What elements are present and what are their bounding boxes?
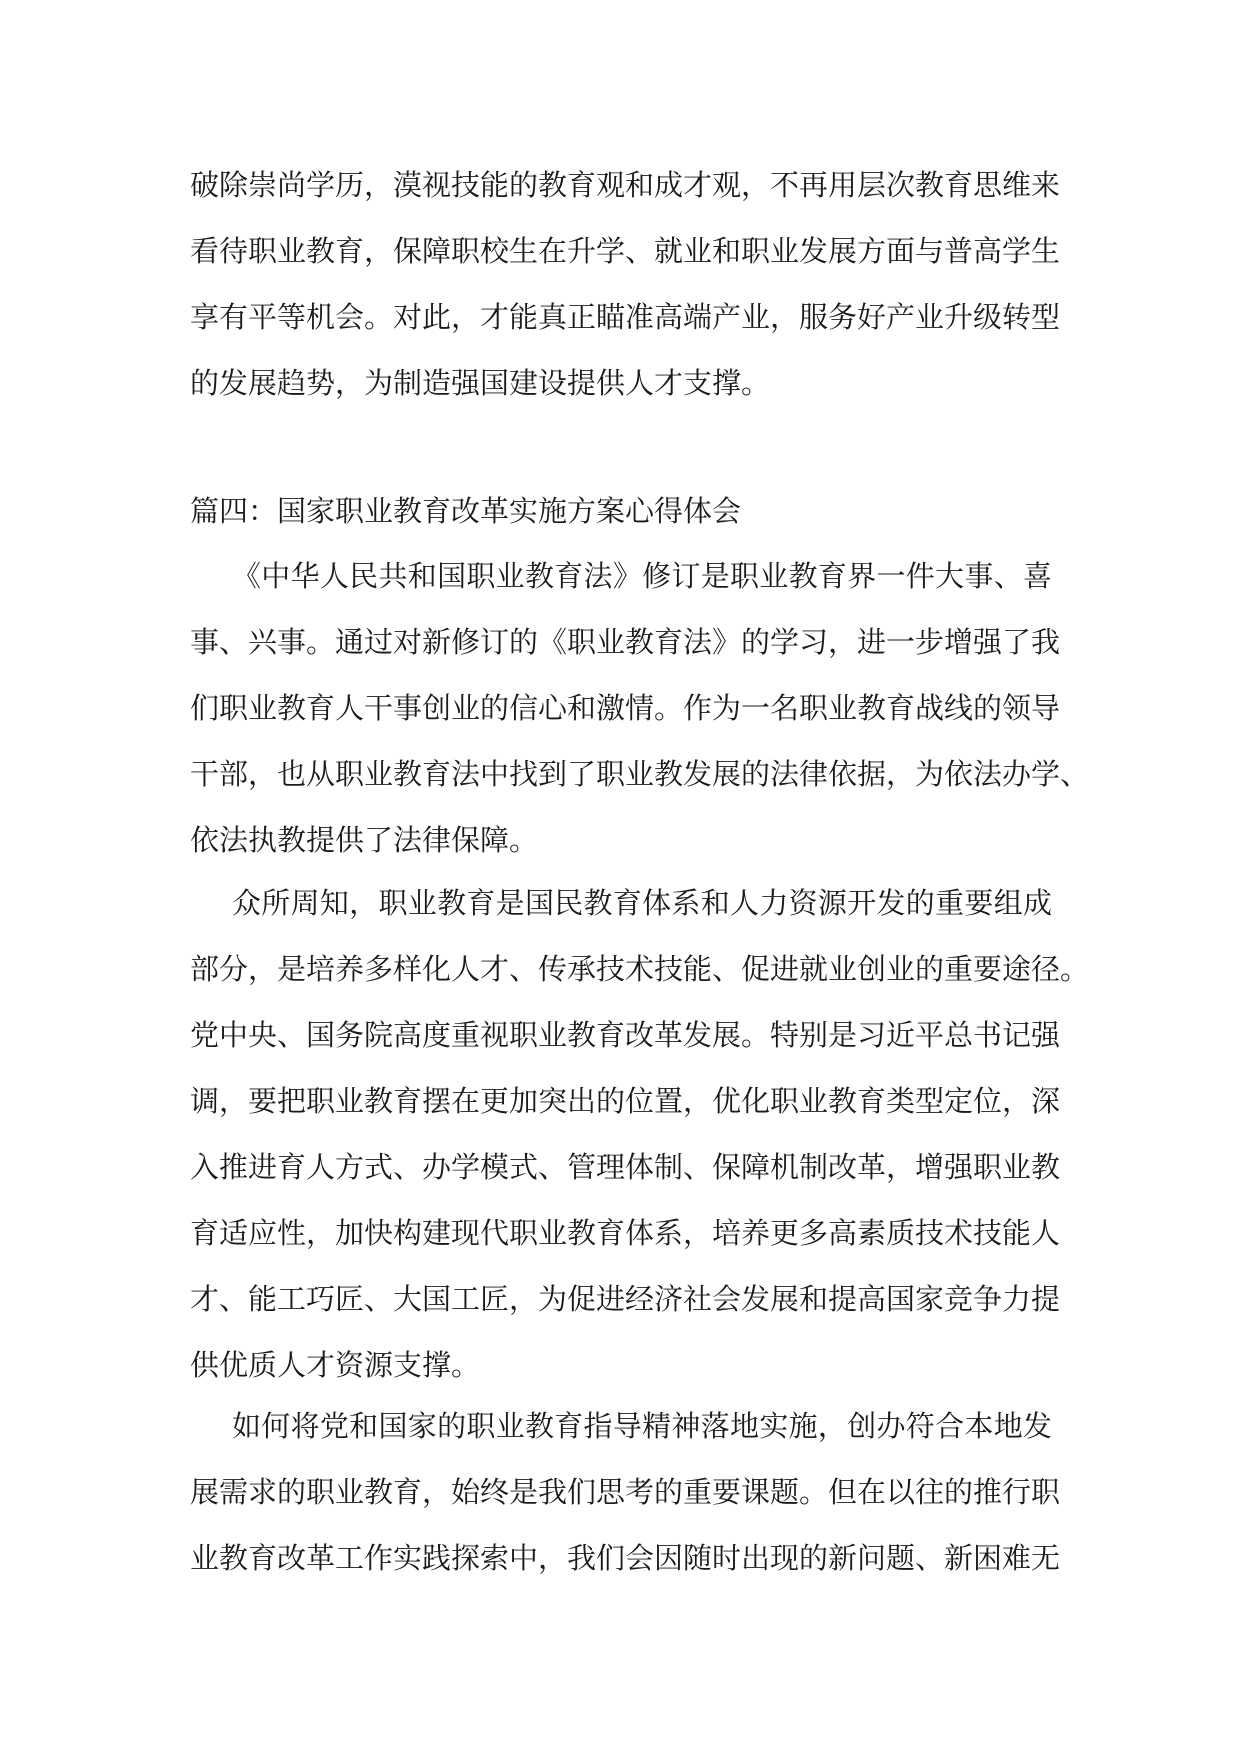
text-line: 业教育改革工作实践探索中，我们会因随时出现的新问题、新困难无: [190, 1541, 1061, 1575]
text-line: 部分，是培养多样化人才、传承技术技能、促进就业创业的重要途径。: [190, 952, 1090, 986]
text-line: 展需求的职业教育，始终是我们思考的重要课题。但在以往的推行职: [190, 1475, 1061, 1509]
text-line: 调，要把职业教育摆在更加突出的位置，优化职业教育类型定位，深: [190, 1084, 1061, 1118]
section-title: [190, 478, 1052, 544]
continuation-paragraph: [190, 152, 1061, 416]
text-line: 破除崇尚学历，漠视技能的教育观和成才观，不再用层次教育思维来: [190, 168, 1061, 202]
text-line: 育适应性，加快构建现代职业教育体系，培养更多高素质技术技能人: [190, 1216, 1061, 1250]
text-line: 事、兴事。通过对新修订的《职业教育法》的学习，进一步增强了我: [190, 625, 1061, 659]
text-line: 《中华人民共和国职业教育法》修订是职业教育界一件大事、喜: [232, 559, 1052, 593]
text-line: 才、能工巧匠、大国工匠，为促进经济社会发展和提高国家竞争力提: [190, 1282, 1061, 1316]
text-line: 供优质人才资源支撑。: [190, 1348, 481, 1382]
text-line: 们职业教育人干事创业的信心和激情。作为一名职业教育战线的领导: [190, 691, 1061, 725]
paragraph-2: [190, 870, 1090, 1398]
text-line: 享有平等机会。对此，才能真正瞄准高端产业，服务好产业升级转型: [190, 300, 1061, 334]
text-line: 看待职业教育，保障职校生在升学、就业和职业发展方面与普高学生: [190, 234, 1061, 268]
text-line: 党中央、国务院高度重视职业教育改革发展。特别是习近平总书记强: [190, 1018, 1061, 1052]
text-line: 众所周知，职业教育是国民教育体系和人力资源开发的重要组成: [232, 886, 1052, 920]
text-line: 依法执教提供了法律保障。: [190, 823, 539, 857]
section-title-text: 篇四：国家职业教育改革实施方案心得体会: [190, 494, 742, 528]
text-line: 的发展趋势，为制造强国建设提供人才支撑。: [190, 366, 771, 400]
text-line: 干部，也从职业教育法中找到了职业教发展的法律依据，为依法办学、: [190, 757, 1090, 791]
paragraph-1: [190, 543, 1090, 873]
text-line: 入推进育人方式、办学模式、管理体制、保障机制改革，增强职业教: [190, 1150, 1061, 1184]
paragraph-3: [190, 1393, 1061, 1591]
text-line: 如何将党和国家的职业教育指导精神落地实施，创办符合本地发: [232, 1409, 1052, 1443]
